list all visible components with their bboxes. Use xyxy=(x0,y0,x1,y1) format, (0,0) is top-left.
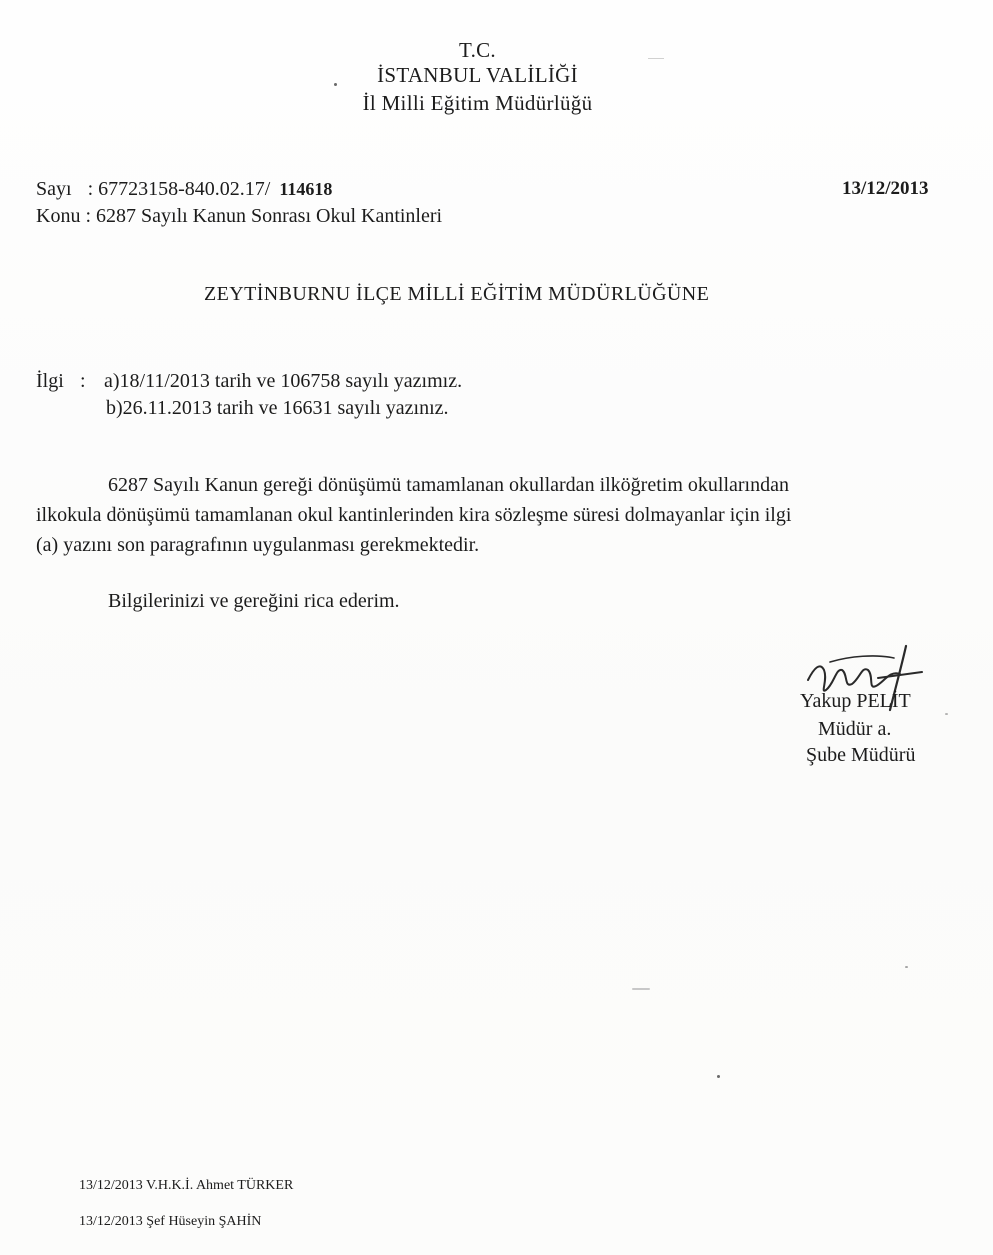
ilgi-label: İlgi xyxy=(36,370,64,392)
signatory-title-2: Şube Müdürü xyxy=(806,744,916,766)
ilgi-reference-a: a)18/11/2013 tarih ve 106758 sayılı yazımız. xyxy=(104,370,463,392)
header-tc: T.C. xyxy=(459,38,496,62)
sayi-label: Sayı xyxy=(36,178,72,200)
body-paragraph-line-1: 6287 Sayılı Kanun gereği dönüşümü tamamlanan okullardan ilköğretim okullarından xyxy=(108,474,789,496)
addressee: ZEYTİNBURNU İLÇE MİLLİ EĞİTİM MÜDÜRLÜĞÜNE xyxy=(204,283,710,305)
scan-speck xyxy=(905,966,908,968)
ilgi-reference-b: b)26.11.2013 tarih ve 16631 sayılı yazınız. xyxy=(106,397,449,419)
konu-label: Konu xyxy=(36,205,81,227)
sayi-row xyxy=(36,178,332,201)
ilgi-colon: : xyxy=(80,370,86,392)
body-paragraph-line-2: ilkokula dönüşümü tamamlanan okul kantinlerinden kira sözleşme süresi dolmayanlar için ilgi xyxy=(36,504,792,526)
footer-line-2: 13/12/2013 Şef Hüseyin ŞAHİN xyxy=(79,1214,262,1229)
scan-speck xyxy=(632,988,650,990)
sayi-number: 114618 xyxy=(279,179,333,199)
signatory-title-1: Müdür a. xyxy=(818,718,892,740)
document-date: 13/12/2013 xyxy=(842,178,929,199)
body-paragraph-line-3: (a) yazını son paragrafının uygulanması gerekmektedir. xyxy=(36,534,480,556)
scan-speck xyxy=(717,1075,720,1078)
closing-sentence: Bilgilerinizi ve gereğini rica ederim. xyxy=(108,590,400,612)
sayi-value: : 67723158-840.02.17/ xyxy=(87,178,271,200)
footer-line-1: 13/12/2013 V.H.K.İ. Ahmet TÜRKER xyxy=(79,1178,294,1193)
signatory-name: Yakup PELİT xyxy=(800,690,911,712)
konu-value: : 6287 Sayılı Kanun Sonrası Okul Kantinleri xyxy=(85,205,443,227)
konu-row xyxy=(36,205,442,228)
header-directorate: İl Milli Eğitim Müdürlüğü xyxy=(362,91,593,115)
header-institution: İSTANBUL VALİLİĞİ xyxy=(377,63,578,87)
